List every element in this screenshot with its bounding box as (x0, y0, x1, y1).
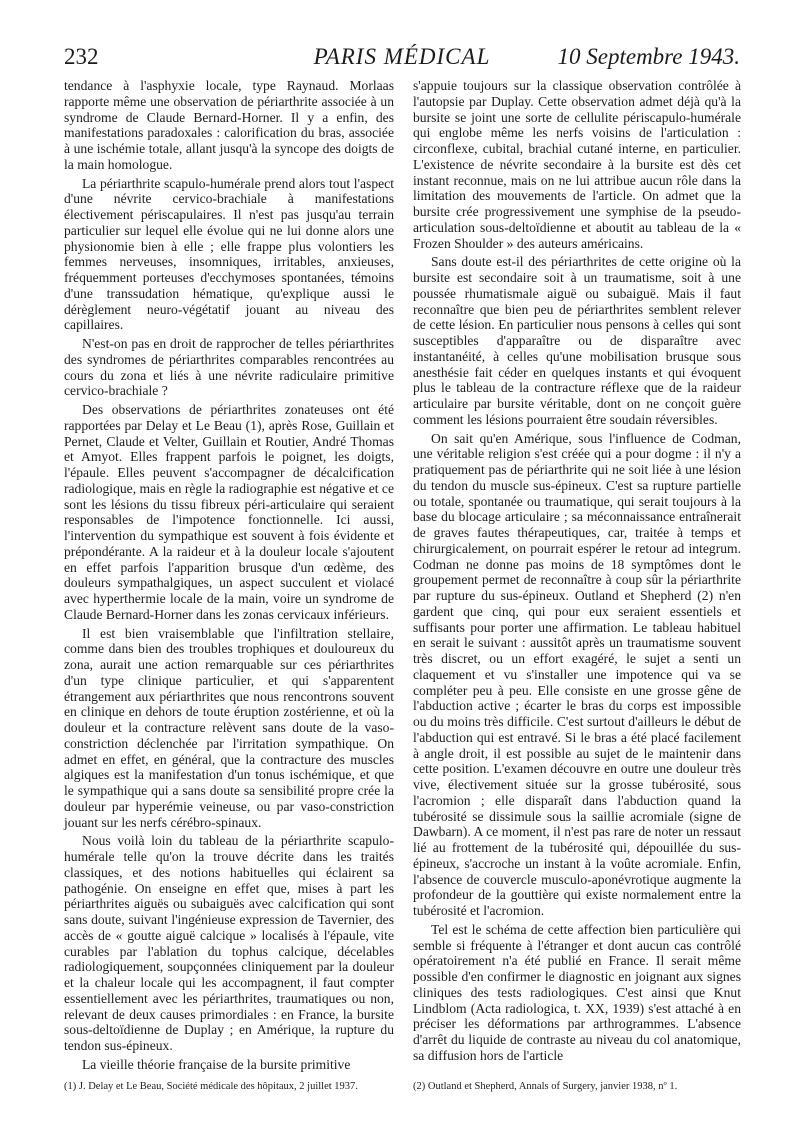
paragraph: La périarthrite scapulo-humérale prend alors tout l'aspect d'une névrite cervico-brachiale à manifestations électivement périscapulaires. Il n'est pas jusqu'au terrain particulier sur lequel elle évolue qui ne lui donne alors une physionomie bien à elle ; elle frappe plus volontiers les femmes nerveuses, insomniques, irritables, anxieuses, fréquemment porteuses d'ecchymoses spontanées, témoins d'une transsudation hématique, qu'explique aussi le dérèglement neuro-végétatif jouant au niveau des capillaires. (64, 175, 394, 333)
issue-date: 10 Septembre 1943. (557, 44, 740, 69)
page-header (64, 44, 740, 74)
paragraph: Sans doute est-il des périarthrites de cette origine où la bursite est secondaire soit à un traumatisme, soit à une poussée rhumatismale aiguë ou subaiguë. Mais il faut reconnaître que bien peu de périarthrites semblent relever de cette lésion. En particulier nous pensons à celles qui sont susceptibles d'apparaître ou de disparaître avec instantanéité, à celles qu'une mobilisation brusque sous anesthésie fait céder en quelques instants et qui évoquent plus le tableau de la contracture réflexe que de la raideur articulaire par bursite véritable, dont on ne conçoit guère comment les lésions pourraient être soudain réversibles. (413, 254, 741, 427)
journal-title: PARIS MÉDICAL (313, 44, 491, 69)
left-column (64, 78, 394, 1073)
footnote-2: (2) Outland et Shepherd, Annals of Surgery, janvier 1938, nº 1. (413, 1081, 678, 1092)
paragraph: On sait qu'en Amérique, sous l'influence de Codman, une véritable religion s'est créée qui a pour dogme : il n'y a pratiquement pas de périarthrite qui ne soit liée à une lésion du tendon du muscle sus-épineux. C'est sa rupture partielle ou totale, spontanée ou traumatique, qui serait toujours à la base du blocage articulaire ; sa méconnaissance entraînerait de graves fautes thérapeutiques, car, traitée à temps et chirurgicalement, on pourrait espérer le retour ad integrum. Codman ne donne pas moins de 18 symptômes dont le groupement permet de reconnaître à coup sûr la périarthrite par rupture du sus-épineux. Outland et Shepherd (2) n'en gardent que cinq, qui pour eux seraient essentiels et suffisants pour porter une affirmation. Le tableau habituel en serait le suivant : aussitôt après un traumatisme souvent très discret, ou un effort exagéré, le sujet a senti un claquement et vu s'installer une impotence qui va se compléter peu à peu. Elle consiste en une grosse gêne de l'abduction active ; écarter le bras du corps est impossible ou du moins très difficile. C'est surtout d'ailleurs le début de l'abduction qui est entravé. Si le bras a été placé facilement à angle droit, il est possible au sujet de le maintenir dans cette position. L'examen découvre en outre une douleur très vive, électivement située sur la grosse tubérosité, sous l'acromion ; elle disparaît dans l'abduction quand la tubérosité se dissimule sous la saillie acromiale (signe de Dawbarn). A ce moment, il n'est pas rare de noter un ressaut lié au frottement de la tubérosité qui, dépouillée du sus-épineux, s'accroche un instant à la voûte acromiale. Enfin, l'absence de couvercle musculo-aponévrotique augmente la profondeur de la gouttière qui existe normalement entre la tubérosité et l'acromion. (413, 430, 741, 918)
footnote-1: (1) J. Delay et Le Beau, Société médicale des hôpitaux, 2 juillet 1937. (64, 1081, 358, 1092)
paragraph: tendance à l'asphyxie locale, type Raynaud. Morlaas rapporte même une observation de périarthrite associée à un syndrome de Claude Bernard-Horner. Il y a enfin, des manifestations paradoxales : calorification du bras, associée à une ischémie totale, allant jusqu'à la syncope des doigts de la main homologue. (64, 78, 394, 172)
paragraph: La vieille théorie française de la bursite primitive (82, 1056, 351, 1072)
right-column (413, 78, 741, 1064)
paragraph: N'est-on pas en droit de rapprocher de telles périarthrites des syndromes de périarthrites comparables rencontrées au cours du zona et liés à une névrite radiculaire primitive cervico-brachiale ? (64, 336, 394, 399)
paragraph: s'appuie toujours sur la classique observation contrôlée à l'autopsie par Duplay. Cette observation admet déjà qu'à la bursite se joint une sorte de cellulite périscapulo-humérale qui englobe même les nerfs voisins de l'articulation : circonflexe, cubital, brachial cutané interne, en particulier. L'existence de névrite secondaire à la bursite est dès cet instant reconnue, mais on ne lui attribue aucun rôle dans la limitation des mouvements de l'article. On admet que la bursite crée progressivement une symphise de la pseudo-articulation sous-deltoïdienne et aboutit au tableau de la « Frozen Shoulder » des auteurs américains. (413, 78, 741, 251)
paragraph: Tel est le schéma de cette affection bien particulière qui semble si fréquente à l'étranger et dont aucun cas contrôlé opératoirement n'a été publié en France. Il serait même possible d'en confirmer le diagnostic en joignant aux signes cliniques des tests radiologiques. C'est ainsi que Knut Lindblom (Acta radiologica, t. XX, 1939) s'est attaché à en préciser les déformations par arthrogrammes. L'absence d'arrêt du liquide de contraste au niveau du col anatomique, sa diffusion hors de l'article (413, 921, 741, 1063)
paragraph: Nous voilà loin du tableau de la périarthrite scapulo-humérale telle qu'on la trouve décrite dans les traités classiques, et des notions habituelles qui éclairent sa pathogénie. On enseigne en effet que, mises à part les périarthrites aiguës ou subaiguës avec calcification qui sont sans doute, suivant l'ingénieuse expression de Tavernier, des accès de « goutte aiguë calcique » localisés à l'épaule, vite curables par l'ablation du tophus calcique, décelables radiologiquement, soupçonnées cliniquement par la douleur et la chaleur locale qui les accompagnent, il faut compter essentiellement avec les périarthrites, traumatiques ou non, relevant de deux causes primordiales : en France, la bursite sous-deltoïdienne de Duplay ; en Amérique, la rupture du tendon sus-épineux. (64, 833, 394, 1053)
paragraph: Des observations de périarthrites zonateuses ont été rapportées par Delay et Le Beau (1), après Rose, Guillain et Pernet, Claude et Velter, Guillain et Routier, André Thomas et Amyot. Elles frappent parfois le poignet, les doigts, l'épaule. Elles peuvent s'accompagner de décalcification radiologique, mais en règle la radiographie est négative et ce sont les lésions du tissu fibreux péri-articulaire qui seraient responsables de l'impotence fonctionnelle. Ici aussi, l'intervention du sympathique est souvent à fois évidente et prépondérante. A la raideur et à la douleur locale s'ajoutent en effet parfois l'apparition brusque d'un œdème, des douleurs sympathalgiques, un aspect succulent et violacé avec hyperthermie locale de la main, voire un syndrome de Claude Bernard-Horner dans les zonas cervicaux inférieurs. (64, 402, 394, 622)
page-number: 232 (64, 44, 99, 69)
paragraph: Il est bien vraisemblable que l'infiltration stellaire, comme dans bien des troubles trophiques et douloureux du zona, aurait une action remarquable sur ces périarthrites d'un type clinique particulier, et qui s'apparentent étrangement aux périarthrites que nous rencontrons souvent en clinique en dehors de toute éruption zostérienne, et où la douleur et la contracture relèvent sans doute de la vaso-constriction déclenchée par l'irritation sympathique. On admet en effet, en général, que la contracture des muscles algiques est la manifestation d'un tonus ischémique, et que le sympathique qui a sans doute sa sensibilité propre crée la douleur par hyperémie veineuse, ou par vaso-constriction jouant sur les nerfs cérébro-spinaux. (64, 625, 394, 830)
